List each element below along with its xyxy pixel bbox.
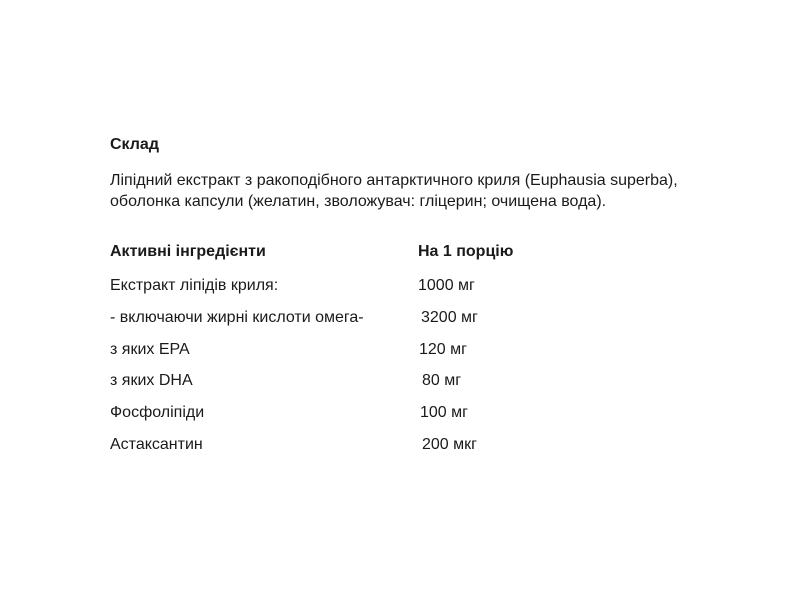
ingredient-name: з яких EPA	[110, 341, 190, 358]
composition-heading: Склад	[110, 136, 159, 153]
ingredient-amount: 100 мг	[420, 404, 468, 421]
ingredients-header-amount: На 1 порцію	[418, 243, 514, 260]
ingredient-row	[110, 372, 710, 394]
ingredient-row	[110, 436, 710, 458]
ingredient-name: Екстракт ліпідів криля:	[110, 277, 279, 294]
ingredient-amount: 200 мкг	[422, 436, 477, 453]
ingredient-row	[110, 341, 710, 363]
ingredient-name: Астаксантин	[110, 436, 203, 453]
ingredient-row	[110, 309, 710, 331]
ingredient-row	[110, 277, 710, 299]
ingredient-amount: 120 мг	[419, 341, 467, 358]
ingredient-amount: 1000 мг	[418, 277, 475, 294]
ingredients-header-name: Активні інгредієнти	[110, 243, 266, 260]
ingredient-row	[110, 404, 710, 426]
ingredients-header-row	[110, 243, 710, 265]
ingredient-name: - включаючи жирні кислоти омега-	[110, 309, 364, 326]
composition-text: Ліпідний екстракт з ракоподібного антарктичного криля (Euphausia superba), оболонка капсули (желатин, зволожувач: гліцерин; очищена вода).	[110, 172, 678, 210]
ingredient-amount: 3200 мг	[421, 309, 478, 326]
ingredient-amount: 80 мг	[422, 372, 462, 389]
ingredient-name: з яких DHA	[110, 372, 193, 389]
ingredient-name: Фосфоліпіди	[110, 404, 205, 421]
